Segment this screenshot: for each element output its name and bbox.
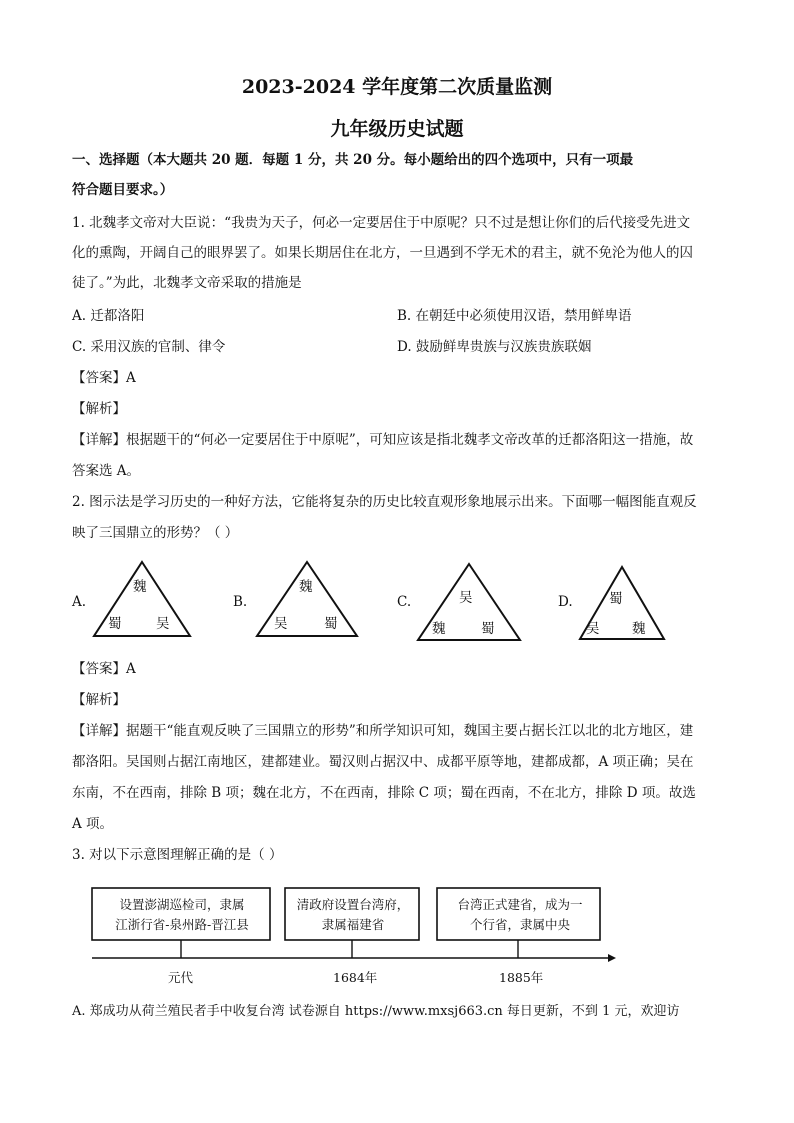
q1-detail-line1: 【详解】根据题干的“何必一定要居住于中原呢”，可知应该是指北魏孝文帝改革的迁都洛阳这一措施，故 [72,432,694,448]
q1-option-c: C. 采用汉族的官制、律令 [72,339,226,355]
q2-detail-line4: A 项。 [72,816,114,832]
q2-answer: 【答案】A [72,661,136,677]
q2-d-left: 吴 [586,621,600,637]
section-heading-line2: 符合题目要求。） [72,182,174,198]
q3-box3-line1: 台湾正式建省，成为一 [457,897,583,912]
q2-d-right: 魏 [632,621,646,637]
q2-b-right: 蜀 [324,616,338,632]
q2-c-right: 蜀 [481,621,495,637]
q3-box3-line2: 个行省，隶属中央 [469,917,570,932]
q1-option-d: D. 鼓励鲜卑贵族与汉族贵族联姻 [397,339,592,355]
q2-option-a-triangle [92,560,192,638]
section-heading-line1: 一、选择题（本大题共 20 题．每题 1 分，共 20 分。每小题给出的四个选项中，只有一项最 [72,152,634,168]
q1-analysis-tag: 【解析】 [72,401,126,417]
q3-tick-yuan: 元代 [168,970,194,985]
q2-c-left: 魏 [432,621,446,637]
q2-a-left: 蜀 [108,616,122,632]
q2-option-b-letter: B. [233,594,248,610]
q3-box1-line1: 设置澎湖巡检司，隶属 [119,897,245,912]
q3-option-a: A. 郑成功从荷兰殖民者手中收复台湾 试卷源自 https://www.mxsj663.cn 每日更新，不到 1 元，欢迎访 [72,1004,680,1019]
q2-a-right: 吴 [156,616,170,632]
q2-d-top: 蜀 [609,591,623,607]
q2-c-top: 吴 [459,590,473,606]
q2-detail-line2: 都洛阳。吴国则占据江南地区，建都建业。蜀汉则占据汉中、成都平原等地，建都成都，A 项正确；吴在 [72,754,694,770]
q1-detail-line2: 答案选 A。 [72,463,141,479]
q2-b-top: 魏 [299,579,313,595]
q1-option-b: B. 在朝廷中必须使用汉语，禁用鲜卑语 [397,308,632,324]
q3-stem: 3. 对以下示意图理解正确的是（ ） [72,847,283,863]
exam-subtitle: 九年级历史试题 [330,118,464,140]
q2-option-b-triangle [255,560,359,638]
q2-detail-line3: 东南，不在西南，排除 B 项；魏在北方，不在西南，排除 C 项；蜀在西南，不在北方，排除 D 项。故选 [72,785,696,801]
q2-option-d-letter: D. [558,594,573,610]
q3-tick-1684: 1684年 [333,970,378,985]
q3-tick-1885: 1885年 [499,970,544,985]
q2-a-top: 魏 [133,579,147,595]
q1-answer: 【答案】A [72,370,136,386]
q2-stem-line1: 2. 图示法是学习历史的一种好方法，它能将复杂的历史比较直观形象地展示出来。下面哪一幅图能直观反 [72,494,697,510]
q1-stem-line2: 化的熏陶，开阔自己的眼界罢了。如果长期居住在北方，一旦遇到不学无术的君主，就不免沦为他人的囚 [72,245,693,261]
q3-box1-line2: 江浙行省-泉州路-晋江县 [115,917,249,932]
exam-title: 2023-2024 学年度第二次质量监测 [241,76,553,98]
q2-analysis-tag: 【解析】 [72,692,126,708]
q1-option-a: A. 迁都洛阳 [72,308,145,324]
q1-stem-line1: 1. 北魏孝文帝对大臣说：“我贵为天子，何必一定要居住于中原呢？只不过是想让你们的后代接受先进文 [72,215,691,231]
q2-option-a-letter: A. [72,594,87,610]
q3-box2-line2: 隶属福建省 [321,917,385,932]
q2-detail-line1: 【详解】据题干“能直观反映了三国鼎立的形势”和所学知识可知，魏国主要占据长江以北的北方地区，建 [72,723,694,739]
q2-stem-line2: 映了三国鼎立的形势？（ ） [72,525,239,541]
q2-option-c-letter: C. [397,594,412,610]
q2-b-left: 吴 [274,616,288,632]
q1-stem-line3: 徒了。”为此，北魏孝文帝采取的措施是 [72,275,302,291]
q3-box2-line1: 清政府设置台湾府， [296,897,410,912]
